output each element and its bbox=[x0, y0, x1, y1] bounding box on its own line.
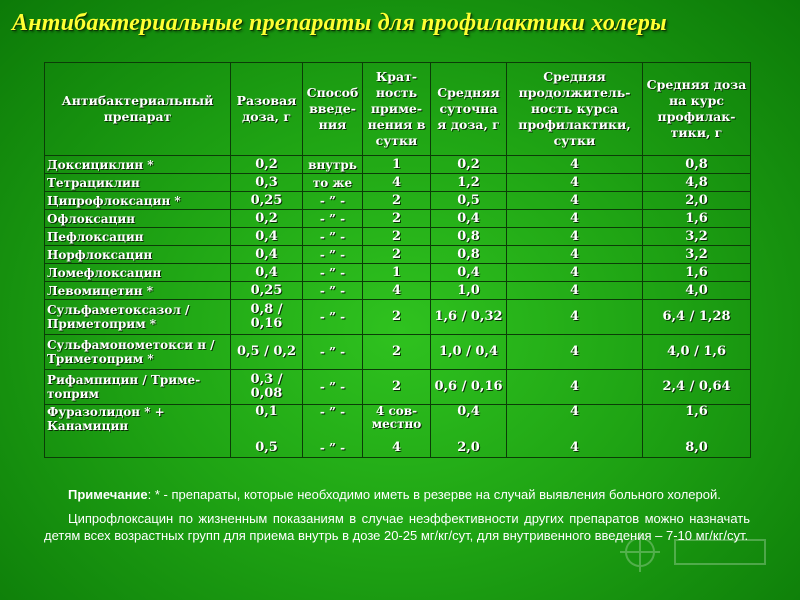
single-dose: 0,5 / 0,2 bbox=[231, 335, 303, 370]
drug-name: Рифампицин / Триме-топрим bbox=[45, 370, 231, 405]
table-row bbox=[45, 210, 751, 228]
course-dose: 4,0 bbox=[643, 282, 751, 300]
daily-dose: 0,8 bbox=[431, 246, 507, 264]
frequency: 2 bbox=[363, 370, 431, 405]
freq-b: 4 bbox=[391, 440, 402, 455]
daily-dose: 1,0 / 0,4 bbox=[431, 335, 507, 370]
note-paragraph-2: Ципрофлоксацин по жизненным показаниям в случае неэффективности других препаратов можно назначать детям всех возрастных групп для приема внутрь в дозе 20-25 мг/кг/сут, для внутривенного введения – 7-10 мг/кг/сут. bbox=[44, 511, 750, 543]
table-row bbox=[45, 174, 751, 192]
daily-dose: 1,0 bbox=[431, 282, 507, 300]
single-dose: 0,25 bbox=[231, 192, 303, 210]
course-dose: 2,4 / 0,64 bbox=[643, 370, 751, 405]
course-dose: 1,6 bbox=[643, 264, 751, 282]
route: - ” - bbox=[303, 246, 363, 264]
duration: 4 bbox=[507, 282, 643, 300]
header-frequency: Крат-ность приме-нения в сутки bbox=[363, 63, 431, 156]
duration: 4 bbox=[507, 228, 643, 246]
frequency: 4 bbox=[363, 174, 431, 192]
route: - ” - bbox=[303, 192, 363, 210]
course-a: 1,6 bbox=[685, 404, 708, 419]
frequency: 2 bbox=[363, 228, 431, 246]
route: - ” - bbox=[303, 282, 363, 300]
drug-name: Тетрациклин bbox=[45, 174, 231, 192]
frequency: 2 bbox=[363, 246, 431, 264]
note-text-1: : * - препараты, которые необходимо иметь в резерве на случай выявления больного холерой. bbox=[147, 487, 721, 502]
course-dose: 6,4 / 1,28 bbox=[643, 300, 751, 335]
daily-dose: 0,5 bbox=[431, 192, 507, 210]
dose-a: 0,1 bbox=[255, 404, 278, 419]
drug-name: Норфлоксацин bbox=[45, 246, 231, 264]
single-dose: 0,8 / 0,16 bbox=[231, 300, 303, 335]
watermark-icon bbox=[620, 522, 770, 582]
drug-name: Пефлоксацин bbox=[45, 228, 231, 246]
course-b: 8,0 bbox=[685, 440, 708, 455]
table-row bbox=[45, 335, 751, 370]
header-route: Способ введе-ния bbox=[303, 63, 363, 156]
frequency: 2 bbox=[363, 210, 431, 228]
daily-dose: 1,6 / 0,32 bbox=[431, 300, 507, 335]
duration: 4 bbox=[507, 264, 643, 282]
route: - ” - bbox=[303, 335, 363, 370]
duration: 4 bbox=[507, 174, 643, 192]
frequency: 1 bbox=[363, 264, 431, 282]
duration: 4 bbox=[507, 156, 643, 174]
drug-name: Сульфаметоксазол / Приметоприм * bbox=[45, 300, 231, 335]
freq-a: 4 сов-местно bbox=[371, 404, 422, 431]
table-row bbox=[45, 156, 751, 174]
frequency: 2 bbox=[363, 192, 431, 210]
table-row bbox=[45, 405, 751, 458]
frequency: 4 bbox=[363, 282, 431, 300]
course-dose: 2,0 bbox=[643, 192, 751, 210]
drug-name: Ципрофлоксацин * bbox=[45, 192, 231, 210]
daily-dose bbox=[431, 405, 507, 458]
route-a: - ” - bbox=[319, 405, 346, 419]
frequency: 2 bbox=[363, 335, 431, 370]
drug-name: Фуразолидон * + Канамицин bbox=[45, 405, 231, 458]
daily-dose: 0,8 bbox=[431, 228, 507, 246]
single-dose: 0,25 bbox=[231, 282, 303, 300]
page-title: Антибактериальные препараты для профилактики холеры bbox=[12, 10, 667, 36]
daily-a: 0,4 bbox=[457, 404, 480, 419]
duration: 4 bbox=[507, 370, 643, 405]
table-row bbox=[45, 192, 751, 210]
header-duration: Средняя продолжитель-ность курса профилактики, сутки bbox=[507, 63, 643, 156]
single-dose bbox=[231, 405, 303, 458]
frequency bbox=[363, 405, 431, 458]
route-b: - ” - bbox=[319, 441, 346, 455]
single-dose: 0,4 bbox=[231, 246, 303, 264]
route: внутрь bbox=[303, 156, 363, 174]
frequency: 1 bbox=[363, 156, 431, 174]
table-row bbox=[45, 370, 751, 405]
note-label: Примечание bbox=[68, 487, 148, 502]
header-course-dose: Средняя доза на курс профилак-тики, г bbox=[643, 63, 751, 156]
course-dose bbox=[643, 405, 751, 458]
single-dose: 0,4 bbox=[231, 264, 303, 282]
days-b: 4 bbox=[569, 440, 580, 455]
course-dose: 4,8 bbox=[643, 174, 751, 192]
drug-name: Ломефлоксацин bbox=[45, 264, 231, 282]
duration: 4 bbox=[507, 210, 643, 228]
table-header-row bbox=[45, 63, 751, 156]
table-row bbox=[45, 300, 751, 335]
header-drug: Антибактериальный препарат bbox=[45, 63, 231, 156]
drug-name: Левомицетин * bbox=[45, 282, 231, 300]
duration: 4 bbox=[507, 300, 643, 335]
duration: 4 bbox=[507, 192, 643, 210]
dose-b: 0,5 bbox=[255, 440, 278, 455]
single-dose: 0,2 bbox=[231, 156, 303, 174]
days-a: 4 bbox=[569, 404, 580, 419]
duration: 4 bbox=[507, 335, 643, 370]
header-single-dose: Разовая доза, г bbox=[231, 63, 303, 156]
route: то же bbox=[303, 174, 363, 192]
drug-name: Офлоксацин bbox=[45, 210, 231, 228]
single-dose: 0,2 bbox=[231, 210, 303, 228]
daily-b: 2,0 bbox=[457, 440, 480, 455]
daily-dose: 0,2 bbox=[431, 156, 507, 174]
table-row bbox=[45, 246, 751, 264]
course-dose: 3,2 bbox=[643, 228, 751, 246]
drug-name: Доксициклин * bbox=[45, 156, 231, 174]
route: - ” - bbox=[303, 264, 363, 282]
daily-dose: 0,6 / 0,16 bbox=[431, 370, 507, 405]
table-row bbox=[45, 228, 751, 246]
single-dose: 0,3 / 0,08 bbox=[231, 370, 303, 405]
daily-dose: 0,4 bbox=[431, 264, 507, 282]
note-paragraph-1 bbox=[44, 486, 750, 503]
route bbox=[303, 405, 363, 458]
header-daily-dose: Средняя суточна я доза, г bbox=[431, 63, 507, 156]
duration bbox=[507, 405, 643, 458]
course-dose: 1,6 bbox=[643, 210, 751, 228]
route: - ” - bbox=[303, 210, 363, 228]
duration: 4 bbox=[507, 246, 643, 264]
frequency: 2 bbox=[363, 300, 431, 335]
drug-name: Сульфамонометокси н / Триметоприм * bbox=[45, 335, 231, 370]
daily-dose: 0,4 bbox=[431, 210, 507, 228]
route: - ” - bbox=[303, 228, 363, 246]
course-dose: 0,8 bbox=[643, 156, 751, 174]
course-dose: 4,0 / 1,6 bbox=[643, 335, 751, 370]
table-row bbox=[45, 282, 751, 300]
daily-dose: 1,2 bbox=[431, 174, 507, 192]
route: - ” - bbox=[303, 300, 363, 335]
single-dose: 0,4 bbox=[231, 228, 303, 246]
single-dose: 0,3 bbox=[231, 174, 303, 192]
antibiotics-table bbox=[44, 62, 751, 458]
table-row bbox=[45, 264, 751, 282]
course-dose: 3,2 bbox=[643, 246, 751, 264]
route: - ” - bbox=[303, 370, 363, 405]
